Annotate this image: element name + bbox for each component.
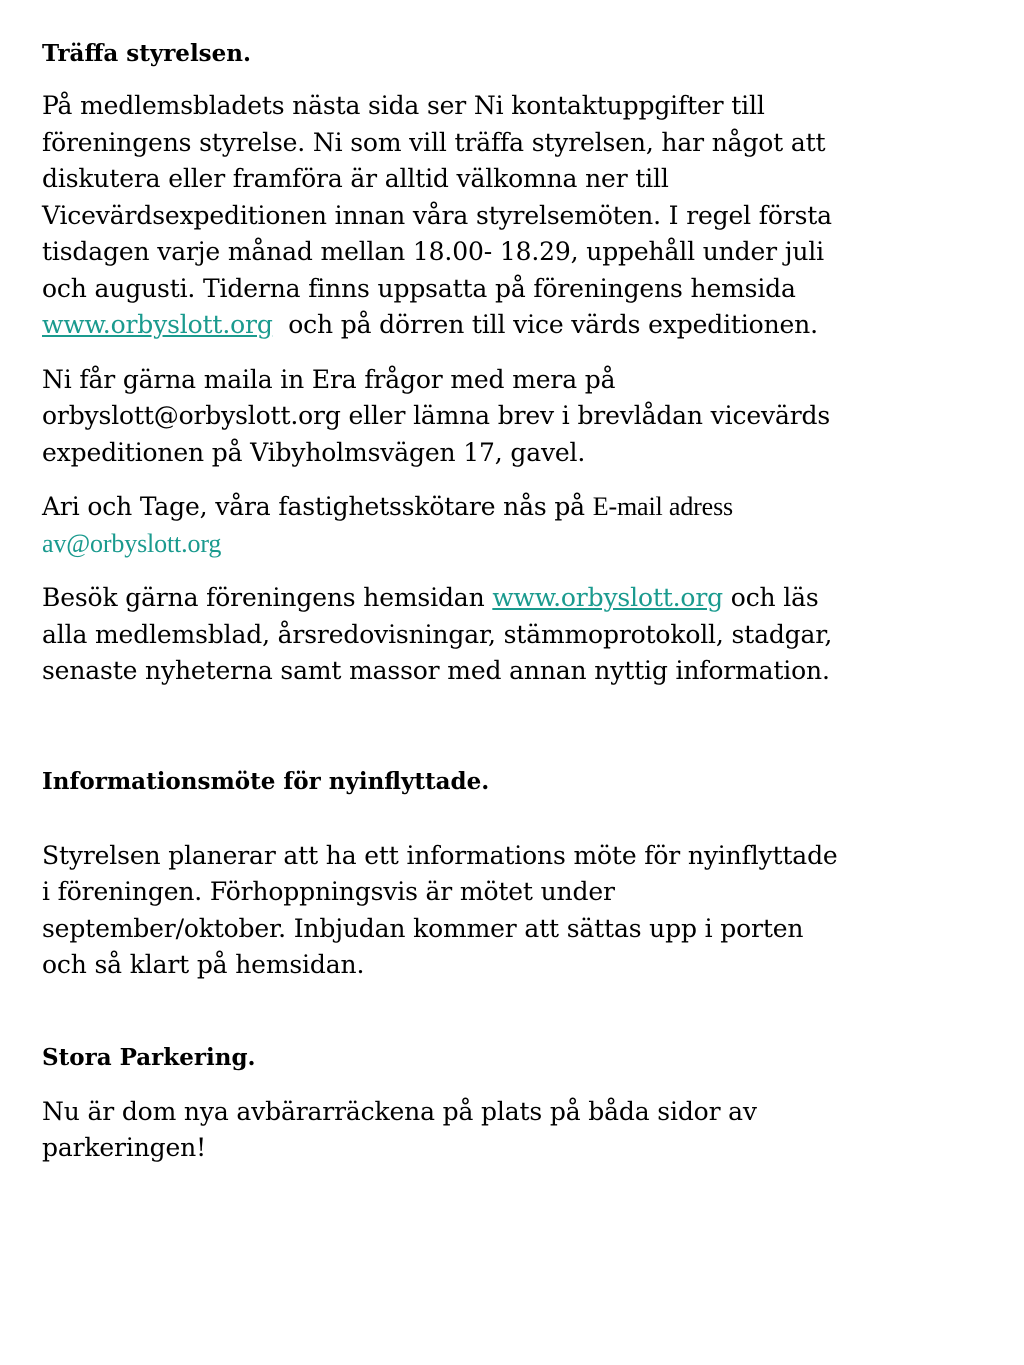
text-line: alla medlemsblad, årsredovisningar, stämmoprotokoll, stadgar, — [42, 619, 833, 649]
text-line: Styrelsen planerar att ha ett informations möte för nyinflyttade — [42, 840, 838, 870]
text-line: Ni får gärna maila in Era frågor med mera på — [42, 364, 616, 394]
paragraph-info-meeting — [42, 838, 987, 984]
text-after-link: och läs — [730, 583, 819, 612]
website-link-2[interactable]: www.orbyslott.org — [492, 583, 723, 612]
heading-meet-board: Träffa styrelsen. — [42, 40, 251, 67]
caretakers-text: Ari och Tage, våra fastighetsskötare nås på — [42, 492, 585, 521]
email-label: E-mail adress — [592, 492, 734, 521]
text-line: september/oktober. Inbjudan kommer att sättas upp i porten — [42, 913, 804, 943]
text-line: i föreningen. Förhoppningsvis är mötet under — [42, 877, 615, 906]
paragraph-website — [42, 580, 987, 690]
text-line: diskutera eller framföra är alltid välkomna ner till — [42, 164, 669, 193]
text-line: parkeringen! — [42, 1133, 206, 1162]
text-line — [42, 526, 987, 563]
text-line — [42, 580, 987, 617]
text-line: senaste nyheterna samt massor med annan nyttig information. — [42, 656, 830, 685]
text-line: och augusti. Tiderna finns uppsatta på föreningens hemsida — [42, 273, 796, 303]
caretaker-email-link[interactable]: av@orbyslott.org — [42, 528, 222, 558]
heading-parking: Stora Parkering. — [42, 1043, 256, 1071]
text-line — [42, 307, 987, 344]
paragraph-email-questions — [42, 362, 987, 472]
text-after-link: och på dörren till vice värds expeditionen. — [272, 310, 818, 339]
text-before-link: Besök gärna föreningens hemsidan — [42, 583, 485, 612]
text-line: expeditionen på Vibyholmsvägen 17, gavel. — [42, 437, 586, 467]
text-line: Vicevärdsexpeditionen innan våra styrelsemöten. I regel första — [42, 200, 832, 230]
text-line: föreningens styrelse. Ni som vill träffa styrelsen, har något att — [42, 127, 826, 157]
heading-info-meeting: Informationsmöte för nyinflyttade. — [42, 767, 490, 795]
text-line: tisdagen varje månad mellan 18.00- 18.29, uppehåll under juli — [42, 237, 824, 266]
text-line — [42, 489, 987, 526]
text-line: orbyslott@orbyslott.org eller lämna brev i brevlådan vicevärds — [42, 401, 831, 430]
text-line: Nu är dom nya avbärarräckena på plats på båda sidor av — [42, 1096, 757, 1126]
paragraph-caretakers — [42, 489, 987, 562]
text-line: och så klart på hemsidan. — [42, 950, 365, 979]
paragraph-board-contact — [42, 88, 987, 344]
text-line: På medlemsbladets nästa sida ser Ni kontaktuppgifter till — [42, 91, 765, 120]
paragraph-parking — [42, 1094, 987, 1167]
website-link[interactable]: www.orbyslott.org — [42, 310, 273, 339]
document-page — [42, 36, 987, 1167]
